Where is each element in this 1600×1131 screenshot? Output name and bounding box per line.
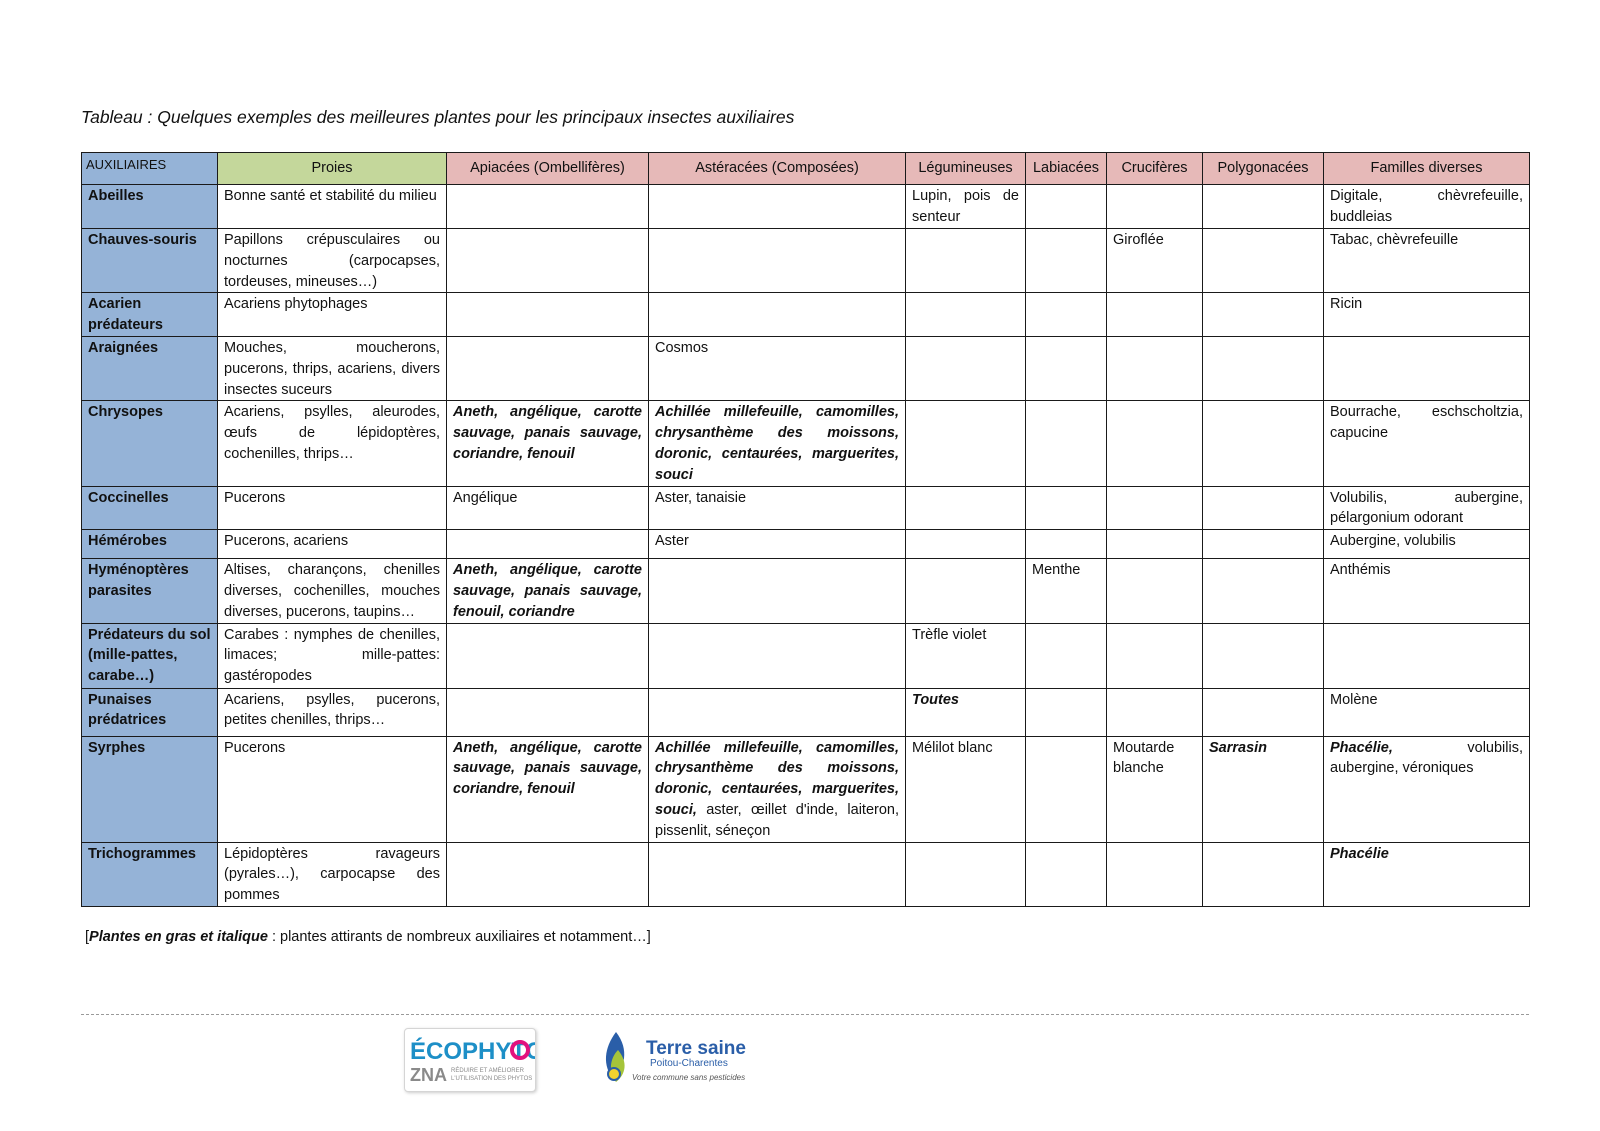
cell-diverses-text: Anthémis xyxy=(1330,562,1391,579)
cell-legumineuses xyxy=(906,229,1026,293)
legend-note xyxy=(85,929,651,945)
cell-asteracees xyxy=(649,401,906,486)
cell-diverses-text: Tabac, chèvrefeuille xyxy=(1330,232,1459,248)
cell-labiacees xyxy=(1026,229,1107,293)
cell-polygonacees xyxy=(1203,293,1324,337)
cell-diverses xyxy=(1324,688,1530,736)
header-auxiliaires: AUXILIAIRES xyxy=(82,153,218,185)
cell-diverses xyxy=(1324,486,1530,530)
cell-apiacees xyxy=(447,336,649,400)
cell-diverses xyxy=(1324,530,1530,559)
cell-diverses-text: Phacélie xyxy=(1330,845,1389,862)
cell-labiacees xyxy=(1026,336,1107,400)
cell-aux-text: Hémérobes xyxy=(88,533,167,550)
cell-polygonacees xyxy=(1203,736,1324,842)
table-row xyxy=(82,736,1530,842)
cell-apiacees xyxy=(447,688,649,736)
sun-icon xyxy=(608,1068,620,1080)
cell-legumineuses xyxy=(906,401,1026,486)
cell-proies-text: Pucerons xyxy=(224,489,286,506)
cell-cruciferes-text: Giroflée xyxy=(1113,232,1164,248)
cell-legumineuses xyxy=(906,842,1026,906)
note-bracket: [ xyxy=(85,929,90,945)
cell-labiacees xyxy=(1026,486,1107,530)
cell-aux xyxy=(82,293,218,337)
table-row xyxy=(82,185,1530,229)
cell-aux-text: Acarien prédateurs xyxy=(88,296,163,334)
note-bold: Plantes en gras et italique xyxy=(89,929,268,945)
table-row xyxy=(82,401,1530,486)
cell-polygonacees xyxy=(1203,842,1324,906)
header-familles-diverses: Familles diverses xyxy=(1324,153,1530,185)
cell-cruciferes xyxy=(1107,401,1203,486)
cell-diverses-text: Ricin xyxy=(1330,296,1363,313)
cell-proies xyxy=(218,185,447,229)
cell-aux-text: Araignées xyxy=(88,339,159,356)
cell-asteracees xyxy=(649,623,906,688)
cell-labiacees xyxy=(1026,401,1107,486)
cell-aux-text: Abeilles xyxy=(88,188,144,204)
cell-diverses xyxy=(1324,293,1530,337)
cell-aux xyxy=(82,688,218,736)
cell-cruciferes xyxy=(1107,736,1203,842)
cell-apiacees xyxy=(447,401,649,486)
cell-polygonacees xyxy=(1203,229,1324,293)
cell-cruciferes xyxy=(1107,486,1203,530)
table-row xyxy=(82,688,1530,736)
cell-aux-text: Chauves-souris xyxy=(88,232,197,248)
cell-aux xyxy=(82,623,218,688)
cell-proies-text: Mouches, moucherons, pucerons, thrips, acariens, divers insectes suceurs xyxy=(224,339,440,398)
cell-legumineuses xyxy=(906,293,1026,337)
cell-proies-text: Pucerons xyxy=(224,739,286,756)
cell-asteracees-text: Achillée millefeuille, camomilles, chrysanthème des moissons, doronic, centaurées, marguerites, souci, xyxy=(655,739,899,818)
cell-aux xyxy=(82,185,218,229)
header-cruciferes: Crucifères xyxy=(1107,153,1203,185)
cell-aux xyxy=(82,736,218,842)
cell-asteracees xyxy=(649,842,906,906)
cell-asteracees xyxy=(649,336,906,400)
note-rest: : plantes attirants de nombreux auxiliaires et notamment…] xyxy=(267,929,651,945)
cell-labiacees xyxy=(1026,623,1107,688)
cell-apiacees-text: Angélique xyxy=(453,489,518,506)
cell-proies xyxy=(218,842,447,906)
ecophyto-logo-name: ÉCOPHYTO xyxy=(410,1038,535,1065)
cell-diverses-text: Bourrache, eschscholtzia, capucine xyxy=(1330,404,1523,442)
header-apiacees: Apiacées (Ombellifères) xyxy=(447,153,649,185)
cell-apiacees-text: Aneth, angélique, carotte sauvage, panais sauvage, fenouil, coriandre xyxy=(453,562,642,620)
cell-diverses xyxy=(1324,401,1530,486)
cell-asteracees xyxy=(649,185,906,229)
cell-labiacees xyxy=(1026,736,1107,842)
cell-diverses xyxy=(1324,559,1530,623)
cell-cruciferes xyxy=(1107,559,1203,623)
cell-apiacees xyxy=(447,623,649,688)
cell-proies-text: Papillons crépusculaires ou nocturnes (carpocapses, tordeuses, mineuses…) xyxy=(224,232,440,290)
cell-diverses xyxy=(1324,623,1530,688)
cell-polygonacees xyxy=(1203,688,1324,736)
cell-labiacees xyxy=(1026,530,1107,559)
cell-aux-text: Trichogrammes xyxy=(88,845,196,862)
cell-cruciferes xyxy=(1107,530,1203,559)
cell-aux xyxy=(82,530,218,559)
cell-polygonacees-text: Sarrasin xyxy=(1209,739,1268,756)
cell-legumineuses xyxy=(906,736,1026,842)
cell-legumineuses-text: Toutes xyxy=(912,691,959,708)
cell-proies xyxy=(218,736,447,842)
cell-proies-text: Altises, charançons, chenilles diverses, cochenilles, mouches diverses, pucerons, taupins… xyxy=(224,562,440,620)
cell-legumineuses-text: Trèfle violet xyxy=(912,626,987,643)
cell-polygonacees xyxy=(1203,623,1324,688)
cell-polygonacees xyxy=(1203,336,1324,400)
cell-diverses-text: Digitale, chèvrefeuille, buddleias xyxy=(1330,188,1523,225)
cell-asteracees-text: Cosmos xyxy=(655,339,709,356)
cell-apiacees-text: Aneth, angélique, carotte sauvage, panais sauvage, coriandre, fenouil xyxy=(453,739,642,798)
cell-diverses xyxy=(1324,736,1530,842)
cell-aux-text: Coccinelles xyxy=(88,489,169,506)
cell-diverses xyxy=(1324,185,1530,229)
cell-diverses-text: Phacélie, xyxy=(1330,739,1393,756)
cell-asteracees xyxy=(649,736,906,842)
cell-legumineuses xyxy=(906,559,1026,623)
cell-proies xyxy=(218,401,447,486)
cell-aux-text: Punaises prédatrices xyxy=(88,691,167,729)
cell-legumineuses xyxy=(906,486,1026,530)
cell-proies-text: Acariens phytophages xyxy=(224,296,368,313)
cell-labiacees xyxy=(1026,293,1107,337)
table-body xyxy=(82,185,1530,907)
cell-cruciferes xyxy=(1107,623,1203,688)
cell-legumineuses-text: Mélilot blanc xyxy=(912,739,993,756)
cell-aux-text: Chrysopes xyxy=(88,404,163,421)
cell-cruciferes xyxy=(1107,229,1203,293)
cell-asteracees xyxy=(649,559,906,623)
cell-legumineuses xyxy=(906,688,1026,736)
cell-polygonacees xyxy=(1203,401,1324,486)
header-legumineuses: Légumineuses xyxy=(906,153,1026,185)
cell-legumineuses xyxy=(906,336,1026,400)
cell-aux xyxy=(82,559,218,623)
table-row xyxy=(82,229,1530,293)
cell-diverses xyxy=(1324,229,1530,293)
table-row xyxy=(82,336,1530,400)
cell-proies-text: Lépidoptères ravageurs (pyrales…), carpocapse des pommes xyxy=(224,845,440,904)
cell-polygonacees xyxy=(1203,486,1324,530)
cell-asteracees-text: Achillée millefeuille, camomilles, chrysanthème des moissons, doronic, centaurées, marguerites, souci xyxy=(655,404,899,483)
cell-proies xyxy=(218,336,447,400)
cell-cruciferes-text: Moutarde blanche xyxy=(1113,739,1175,777)
ecophyto-logo-tag1: RÉDUIRE ET AMÉLIORER xyxy=(451,1068,524,1074)
cell-asteracees xyxy=(649,486,906,530)
cell-diverses-text: Aubergine, volubilis xyxy=(1330,533,1456,550)
cell-aux-text: Prédateurs du sol (mille-pattes, carabe…) xyxy=(88,626,211,685)
cell-aux xyxy=(82,486,218,530)
header-proies: Proies xyxy=(218,153,447,185)
cell-aux xyxy=(82,842,218,906)
cell-asteracees-extra: aster, œillet d'inde, laiteron, pissenlit, séneçon xyxy=(655,801,899,839)
cell-legumineuses-text: Lupin, pois de senteur xyxy=(912,188,1019,225)
cell-asteracees xyxy=(649,293,906,337)
table-row xyxy=(82,842,1530,906)
cell-proies xyxy=(218,559,447,623)
cell-proies-text: Acariens, psylles, aleurodes, œufs de lépidoptères, cochenilles, thrips… xyxy=(224,404,440,462)
ecophyto-logo-tag2: L'UTILISATION DES PHYTOS xyxy=(451,1076,533,1082)
cell-labiacees-text: Menthe xyxy=(1032,562,1081,579)
cell-proies-text: Acariens, psylles, pucerons, petites chenilles, thrips… xyxy=(224,691,440,729)
table-row xyxy=(82,559,1530,623)
cell-apiacees xyxy=(447,842,649,906)
cell-aux xyxy=(82,401,218,486)
header-row xyxy=(82,153,1530,185)
cell-proies xyxy=(218,293,447,337)
cell-proies xyxy=(218,530,447,559)
cell-cruciferes xyxy=(1107,293,1203,337)
header-labiacees: Labiacées xyxy=(1026,153,1107,185)
cell-labiacees xyxy=(1026,559,1107,623)
cell-proies-text: Carabes : nymphes de chenilles, limaces; mille-pattes: gastéropodes xyxy=(224,626,440,685)
cell-asteracees-text: Aster xyxy=(655,533,689,550)
cell-labiacees xyxy=(1026,185,1107,229)
table-row xyxy=(82,623,1530,688)
cell-polygonacees xyxy=(1203,530,1324,559)
cell-cruciferes xyxy=(1107,336,1203,400)
cell-proies-text: Pucerons, acariens xyxy=(224,533,349,550)
terre-saine-region: Poitou-Charentes xyxy=(650,1058,728,1069)
cell-apiacees xyxy=(447,736,649,842)
cell-labiacees xyxy=(1026,688,1107,736)
cell-proies xyxy=(218,623,447,688)
cell-proies xyxy=(218,229,447,293)
cell-apiacees xyxy=(447,293,649,337)
cell-apiacees xyxy=(447,486,649,530)
cell-cruciferes xyxy=(1107,842,1203,906)
cell-asteracees xyxy=(649,229,906,293)
cell-cruciferes xyxy=(1107,688,1203,736)
cell-diverses xyxy=(1324,336,1530,400)
footer-separator xyxy=(81,1014,1529,1015)
table-row xyxy=(82,486,1530,530)
cell-diverses xyxy=(1324,842,1530,906)
ecophyto-logo xyxy=(404,1028,536,1092)
cell-legumineuses xyxy=(906,623,1026,688)
terre-saine-logo xyxy=(600,1028,755,1086)
cell-proies xyxy=(218,688,447,736)
cell-asteracees-text: Aster, tanaisie xyxy=(655,489,747,506)
cell-asteracees xyxy=(649,688,906,736)
cell-aux xyxy=(82,229,218,293)
cell-legumineuses xyxy=(906,185,1026,229)
cell-diverses-text: Molène xyxy=(1330,691,1378,708)
ecophyto-logo-zna: ZNA xyxy=(410,1065,447,1085)
cell-apiacees xyxy=(447,229,649,293)
cell-proies xyxy=(218,486,447,530)
cell-asteracees xyxy=(649,530,906,559)
table-row xyxy=(82,530,1530,559)
table-row xyxy=(82,293,1530,337)
terre-saine-tagline: Votre commune sans pesticides xyxy=(632,1073,746,1082)
cell-legumineuses xyxy=(906,530,1026,559)
header-polygonacees: Polygonacées xyxy=(1203,153,1324,185)
cell-polygonacees xyxy=(1203,185,1324,229)
cell-aux-text: Syrphes xyxy=(88,739,146,756)
cell-apiacees xyxy=(447,559,649,623)
terre-saine-name: Terre saine xyxy=(646,1038,746,1059)
cell-polygonacees xyxy=(1203,559,1324,623)
auxiliaries-table xyxy=(81,152,1530,907)
cell-aux xyxy=(82,336,218,400)
cell-diverses-extra: volubilis, aubergine, véroniques xyxy=(1330,739,1523,777)
cell-proies-text: Bonne santé et stabilité du milieu xyxy=(224,188,437,204)
table-caption: Tableau : Quelques exemples des meilleures plantes pour les principaux insectes auxiliaires xyxy=(81,107,795,127)
cell-apiacees xyxy=(447,530,649,559)
cell-cruciferes xyxy=(1107,185,1203,229)
cell-labiacees xyxy=(1026,842,1107,906)
cell-apiacees xyxy=(447,185,649,229)
cell-diverses-text: Volubilis, aubergine, pélargonium odorant xyxy=(1330,489,1523,527)
header-asteracees: Astéracées (Composées) xyxy=(649,153,906,185)
cell-apiacees-text: Aneth, angélique, carotte sauvage, panais sauvage, coriandre, fenouil xyxy=(453,404,642,462)
cell-aux-text: Hyménoptères parasites xyxy=(88,562,189,599)
